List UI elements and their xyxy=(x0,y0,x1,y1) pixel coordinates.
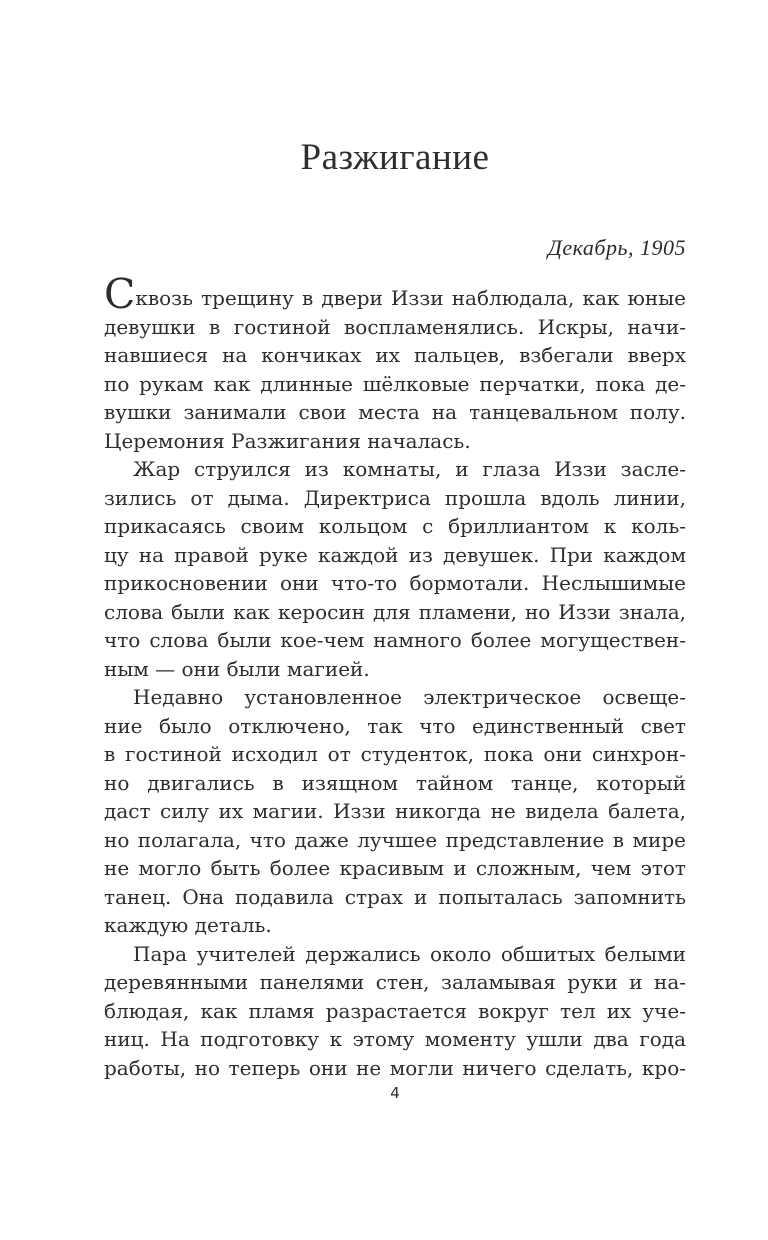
text-line: но двигались в изящном тайном танце, который xyxy=(104,770,686,795)
text-line: прикосновении они что-то бормотали. Неслышимые xyxy=(104,571,686,595)
text-line: прикасаясь своим кольцом с бриллиантом к коль- xyxy=(104,514,686,538)
chapter-title: Разжигание xyxy=(300,137,490,178)
text-line: Недавно установленное электрическое освеще- xyxy=(133,685,686,709)
text-line: цу на правой руке каждой из девушек. При каждом xyxy=(104,542,686,567)
text-line: не могло быть более красивым и сложным, чем этот xyxy=(104,856,686,880)
text-line: Пара учителей держались около обшитых белыми xyxy=(133,941,686,966)
text-line: что слова были кое-чем намного более могуществен- xyxy=(104,628,686,652)
text-line: слова были как керосин для пламени, но Иззи знала, xyxy=(104,599,686,624)
text-line: деревянными панелями стен, заламывая руки и на- xyxy=(104,970,686,994)
text-line: каждую деталь. xyxy=(104,913,272,937)
dateline: Декабрь, 1905 xyxy=(547,235,686,260)
text-line: танец. Она подавила страх и попыталась запомнить xyxy=(104,884,686,909)
text-line: зились от дыма. Директриса прошла вдоль линии, xyxy=(104,485,686,510)
text-line: ниц. На подготовку к этому моменту ушли два года xyxy=(104,1027,686,1051)
text-line: вушки занимали свои места на танцевальном полу. xyxy=(104,400,686,424)
drop-cap-initial: С xyxy=(104,270,136,318)
text-line: Сквозь трещину в двери Иззи наблюдала, как юные xyxy=(104,270,686,318)
text-line: работы, но теперь они не могли ничего сделать, кро- xyxy=(104,1055,686,1080)
text-line: Жар струился из комнаты, и глаза Иззи засле- xyxy=(133,457,686,481)
text-line: в гостиной исходил от студенток, пока они синхрон- xyxy=(104,742,686,766)
page-number: 4 xyxy=(390,1084,400,1102)
text-line: навшиеся на кончиках их пальцев, взбегали вверх xyxy=(104,343,686,367)
body-text xyxy=(104,270,686,1082)
text-line: девушки в гостиной воспламенялись. Искры, начи- xyxy=(104,314,686,339)
text-line: даст силу их магии. Иззи никогда не видела балета, xyxy=(104,799,686,823)
text-line: ние было отключено, так что единственный свет xyxy=(104,713,686,738)
text-line: блюдая, как пламя разрастается вокруг тел их уче- xyxy=(104,998,686,1023)
text-line: но полагала, что даже лучшее представление в мире xyxy=(104,827,686,852)
text-line: Церемония Разжигания началась. xyxy=(104,428,471,453)
text-line: по рукам как длинные шёлковые перчатки, пока де- xyxy=(104,371,686,396)
text-line: ным — они были магией. xyxy=(104,656,370,681)
